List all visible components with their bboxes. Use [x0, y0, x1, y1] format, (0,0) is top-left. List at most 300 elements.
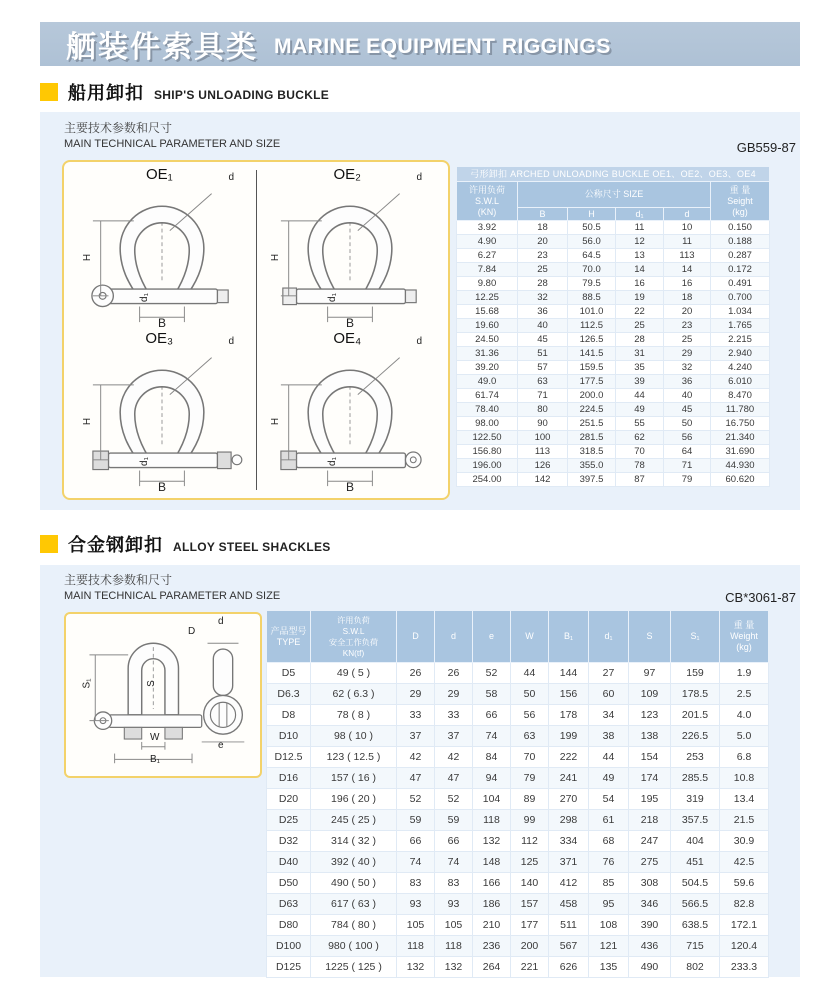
table-cell: 49.0 — [457, 375, 518, 389]
table-cell: 6.010 — [711, 375, 770, 389]
table-cell: D6.3 — [267, 684, 311, 705]
param-label-zh: 主要技术参数和尺寸 — [64, 121, 173, 135]
table-cell: 58 — [473, 684, 511, 705]
table-cell: 54 — [589, 789, 629, 810]
table-cell: 63 — [511, 726, 549, 747]
table-row — [267, 852, 769, 873]
table-cell: 62 ( 6.3 ) — [311, 684, 397, 705]
col-header-H: H — [568, 208, 616, 221]
shackle-diagram-box-1 — [62, 160, 450, 500]
table-cell: 156.80 — [457, 445, 518, 459]
table-cell: 1225 ( 125 ) — [311, 957, 397, 978]
table-cell: 78 — [616, 459, 664, 473]
table-row — [457, 459, 770, 473]
table-cell: 2.5 — [720, 684, 769, 705]
table-row — [457, 319, 770, 333]
table-cell: 60 — [589, 684, 629, 705]
table-cell: 113 — [518, 445, 568, 459]
table-row — [457, 375, 770, 389]
table-cell: 42 — [397, 747, 435, 768]
table-cell: 148 — [473, 852, 511, 873]
table-cell: 346 — [629, 894, 671, 915]
table-cell: 109 — [629, 684, 671, 705]
dim-label-B1: B₁ — [150, 754, 161, 765]
table-cell: 4.0 — [720, 705, 769, 726]
table-cell: 172.1 — [720, 915, 769, 936]
bow-shackle-drawing — [77, 180, 247, 326]
table-cell: 10.8 — [720, 768, 769, 789]
table-cell: 199 — [549, 726, 589, 747]
table-cell: 50 — [511, 684, 549, 705]
table-cell: 112.5 — [568, 319, 616, 333]
table-cell: 222 — [549, 747, 589, 768]
col-header-swl: 许用负荷 S.W.L 安全工作负荷 KN(tf) — [311, 611, 397, 663]
table-cell: 178 — [549, 705, 589, 726]
table-cell: 112 — [511, 831, 549, 852]
table-cell: 66 — [435, 831, 473, 852]
table-cell: 74 — [435, 852, 473, 873]
page-title-banner — [40, 22, 800, 66]
table-row — [267, 789, 769, 810]
table-cell: D32 — [267, 831, 311, 852]
table-cell: 15.68 — [457, 305, 518, 319]
table-cell: 64 — [664, 445, 711, 459]
diagram-label-oe: OE₁ — [145, 166, 173, 183]
table-cell: 178.5 — [671, 684, 720, 705]
dim-label-d1: d₁ — [138, 293, 150, 302]
table-cell: 19 — [616, 291, 664, 305]
table-cell: 334 — [549, 831, 589, 852]
table-cell: 49 — [616, 403, 664, 417]
col-header-S1: S₁ — [671, 611, 720, 663]
table-cell: 126 — [518, 459, 568, 473]
table-cell: 56 — [664, 431, 711, 445]
table2-body — [267, 663, 769, 978]
table-cell: 371 — [549, 852, 589, 873]
table-cell: 33 — [397, 705, 435, 726]
table-row — [267, 726, 769, 747]
table-cell: 37 — [397, 726, 435, 747]
col-header-d: d — [664, 208, 711, 221]
table-cell: 0.287 — [711, 249, 770, 263]
table-cell: 57 — [518, 361, 568, 375]
table-cell: 74 — [397, 852, 435, 873]
table-cell: 49 — [589, 768, 629, 789]
section2-parameter-label — [64, 571, 280, 602]
table1-banner: 弓形卸扣 ARCHED UNLOADING BUCKLE OE1、OE2、OE3、OE4 — [457, 167, 770, 182]
table-cell: 638.5 — [671, 915, 720, 936]
table-cell: 74 — [473, 726, 511, 747]
table-cell: 59.6 — [720, 873, 769, 894]
dim-label-d: d — [228, 172, 234, 183]
table-cell: 104 — [473, 789, 511, 810]
dim-label-b: B — [345, 480, 355, 494]
table-cell: 31.690 — [711, 445, 770, 459]
table-cell: 412 — [549, 873, 589, 894]
page-title-zh: 舾装件索具类 — [66, 31, 258, 64]
table-cell: 404 — [671, 831, 720, 852]
table-cell: 241 — [549, 768, 589, 789]
table-cell: 9.80 — [457, 277, 518, 291]
table-cell: 50 — [664, 417, 711, 431]
table-cell: 79 — [511, 768, 549, 789]
table-cell: 25 — [518, 263, 568, 277]
table-row — [267, 705, 769, 726]
table-cell: 44 — [616, 389, 664, 403]
table-cell: 221 — [511, 957, 549, 978]
col-header-d1: d₁ — [589, 611, 629, 663]
table-cell: 118 — [397, 936, 435, 957]
dim-label-h: H — [270, 253, 282, 262]
table-row — [457, 431, 770, 445]
table-cell: 21.340 — [711, 431, 770, 445]
table-cell: 318.5 — [568, 445, 616, 459]
table-cell: 18 — [664, 291, 711, 305]
table-row — [457, 277, 770, 291]
col-header-d1: d₁ — [616, 208, 664, 221]
table-cell: D125 — [267, 957, 311, 978]
table-cell: 458 — [549, 894, 589, 915]
table-cell: 52 — [473, 663, 511, 684]
table-cell: 70.0 — [568, 263, 616, 277]
diagram-cell-oe1 — [68, 166, 256, 330]
table-cell: 135 — [589, 957, 629, 978]
table-cell: 62 — [616, 431, 664, 445]
table-cell: 156 — [549, 684, 589, 705]
table-cell: 64.5 — [568, 249, 616, 263]
table-cell: D16 — [267, 768, 311, 789]
table-cell: 567 — [549, 936, 589, 957]
table-cell: 802 — [671, 957, 720, 978]
yellow-square-bullet — [40, 535, 58, 553]
table-cell: 93 — [435, 894, 473, 915]
table1-body — [457, 221, 770, 487]
table-cell: 144 — [549, 663, 589, 684]
table-cell: 31.36 — [457, 347, 518, 361]
table-cell: 617 ( 63 ) — [311, 894, 397, 915]
table-cell: 5.0 — [720, 726, 769, 747]
table-row — [267, 831, 769, 852]
standard-number-cb3061: CB*3061-87 — [725, 590, 796, 605]
table-cell: 99 — [511, 810, 549, 831]
table-cell: 37 — [435, 726, 473, 747]
table-cell: 98 ( 10 ) — [311, 726, 397, 747]
table-cell: 177 — [511, 915, 549, 936]
table-cell: 226.5 — [671, 726, 720, 747]
table-cell: 79.5 — [568, 277, 616, 291]
table-row — [457, 235, 770, 249]
table-cell: 196 ( 20 ) — [311, 789, 397, 810]
table-cell: 45 — [664, 403, 711, 417]
table-cell: 95 — [589, 894, 629, 915]
table-cell: 70 — [616, 445, 664, 459]
table-cell: 44 — [589, 747, 629, 768]
table-cell: 63 — [518, 375, 568, 389]
table-cell: 47 — [397, 768, 435, 789]
table-cell: D25 — [267, 810, 311, 831]
table-cell: 121 — [589, 936, 629, 957]
table-cell: 390 — [629, 915, 671, 936]
table-row — [457, 403, 770, 417]
table-row — [457, 417, 770, 431]
dim-label-b: B — [157, 316, 167, 330]
table-cell: 125 — [511, 852, 549, 873]
dim-label-d1: d₁ — [326, 457, 338, 466]
table-cell: 93 — [397, 894, 435, 915]
table-cell: 392 ( 40 ) — [311, 852, 397, 873]
shackle-diagram-box-2 — [64, 612, 262, 778]
table-cell: 784 ( 80 ) — [311, 915, 397, 936]
table-cell: 52 — [435, 789, 473, 810]
table-cell: 49 ( 5 ) — [311, 663, 397, 684]
table-cell: 298 — [549, 810, 589, 831]
table-cell: 504.5 — [671, 873, 720, 894]
table-cell: 1.9 — [720, 663, 769, 684]
table-cell: D100 — [267, 936, 311, 957]
table-cell: 157 — [511, 894, 549, 915]
table-cell: 25 — [616, 319, 664, 333]
table-cell: 142 — [518, 473, 568, 487]
table-cell: 70 — [511, 747, 549, 768]
table-row — [267, 684, 769, 705]
table-row — [457, 347, 770, 361]
section1-heading — [40, 79, 329, 105]
table-cell: D12.5 — [267, 747, 311, 768]
table-cell: 40 — [664, 389, 711, 403]
table-cell: 18 — [518, 221, 568, 235]
table-cell: 141.5 — [568, 347, 616, 361]
table-cell: 66 — [473, 705, 511, 726]
table-cell: 6.8 — [720, 747, 769, 768]
col-header-B1: B₁ — [549, 611, 589, 663]
table-cell: 39.20 — [457, 361, 518, 375]
table-cell: 566.5 — [671, 894, 720, 915]
table-cell: 34 — [589, 705, 629, 726]
dim-label-b: B — [157, 480, 167, 494]
table-cell: 71 — [664, 459, 711, 473]
table-cell: 0.700 — [711, 291, 770, 305]
table-cell: 56.0 — [568, 235, 616, 249]
table-cell: 0.172 — [711, 263, 770, 277]
yellow-square-bullet — [40, 83, 58, 101]
table-cell: 97 — [629, 663, 671, 684]
section1-title-zh: 船用卸扣 — [68, 83, 144, 103]
dim-label-S1: S₁ — [81, 678, 93, 689]
dim-label-h: H — [82, 417, 94, 426]
table-cell: 29 — [397, 684, 435, 705]
bow-shackle-drawing — [265, 344, 435, 490]
table-cell: 100 — [518, 431, 568, 445]
section2-title-zh: 合金钢卸扣 — [68, 535, 163, 555]
table-cell: D50 — [267, 873, 311, 894]
table-cell: 40 — [518, 319, 568, 333]
table-cell: 23 — [518, 249, 568, 263]
table-cell: 52 — [397, 789, 435, 810]
table-cell: 87 — [616, 473, 664, 487]
table-cell: 490 — [629, 957, 671, 978]
table-cell: 11.780 — [711, 403, 770, 417]
table-row — [267, 915, 769, 936]
table-cell: 26 — [435, 663, 473, 684]
table-cell: D80 — [267, 915, 311, 936]
table-cell: 68 — [589, 831, 629, 852]
table-row — [457, 473, 770, 487]
dim-label-d1: d₁ — [138, 457, 150, 466]
table-cell: 397.5 — [568, 473, 616, 487]
dim-label-d: d — [218, 616, 224, 627]
table-cell: 123 — [629, 705, 671, 726]
table-cell: 28 — [616, 333, 664, 347]
table-row — [457, 221, 770, 235]
table-cell: 23 — [664, 319, 711, 333]
table-cell: 233.3 — [720, 957, 769, 978]
table-cell: 4.240 — [711, 361, 770, 375]
table-cell: 36 — [664, 375, 711, 389]
table-cell: 94 — [473, 768, 511, 789]
diagram-label-oe: OE₃ — [145, 330, 174, 347]
arched-buckle-table — [456, 166, 770, 487]
table-cell: 247 — [629, 831, 671, 852]
table-cell: 78.40 — [457, 403, 518, 417]
diagram-label-oe: OE₂ — [333, 166, 361, 183]
table-cell: 200.0 — [568, 389, 616, 403]
table-cell: 1.765 — [711, 319, 770, 333]
table-cell: 319 — [671, 789, 720, 810]
dim-label-D: D — [188, 626, 196, 637]
table-cell: 132 — [435, 957, 473, 978]
table-cell: 16 — [616, 277, 664, 291]
table-cell: 715 — [671, 936, 720, 957]
table-cell: 105 — [435, 915, 473, 936]
table-cell: 201.5 — [671, 705, 720, 726]
table-cell: 13.4 — [720, 789, 769, 810]
table-cell: 0.491 — [711, 277, 770, 291]
table-cell: 436 — [629, 936, 671, 957]
table-cell: 118 — [473, 810, 511, 831]
table-cell: 218 — [629, 810, 671, 831]
table-cell: 22 — [616, 305, 664, 319]
standard-number-gb559: GB559-87 — [736, 140, 796, 155]
table-row — [457, 333, 770, 347]
table-cell: 140 — [511, 873, 549, 894]
dim-label-W: W — [150, 732, 160, 743]
table-cell: 101.0 — [568, 305, 616, 319]
table-cell: 28 — [518, 277, 568, 291]
table-cell: D20 — [267, 789, 311, 810]
table-cell: 90 — [518, 417, 568, 431]
table-cell: 30.9 — [720, 831, 769, 852]
table-cell: 44 — [511, 663, 549, 684]
table-row — [457, 305, 770, 319]
table-cell: 38 — [589, 726, 629, 747]
table-row — [267, 957, 769, 978]
table-cell: 89 — [511, 789, 549, 810]
table-cell: 21.5 — [720, 810, 769, 831]
table-cell: 118 — [435, 936, 473, 957]
col-header-S: S — [629, 611, 671, 663]
diagram-label-oe: OE₄ — [333, 330, 362, 347]
table-cell: 66 — [397, 831, 435, 852]
table-cell: 132 — [473, 831, 511, 852]
table-cell: 42 — [435, 747, 473, 768]
bow-shackle-drawing — [265, 180, 435, 326]
table-cell: 13 — [616, 249, 664, 263]
table-row — [457, 445, 770, 459]
table-cell: 71 — [518, 389, 568, 403]
dee-shackle-drawing — [66, 620, 260, 770]
table-cell: 210 — [473, 915, 511, 936]
table-cell: 105 — [397, 915, 435, 936]
table-cell: 2.940 — [711, 347, 770, 361]
table-cell: D10 — [267, 726, 311, 747]
table-cell: 51 — [518, 347, 568, 361]
table-cell: 281.5 — [568, 431, 616, 445]
table-cell: 200 — [511, 936, 549, 957]
table-cell: 26 — [397, 663, 435, 684]
table-cell: 357.5 — [671, 810, 720, 831]
table-cell: 61 — [589, 810, 629, 831]
table-cell: 24.50 — [457, 333, 518, 347]
table-cell: 59 — [435, 810, 473, 831]
diagram-cell-oe2 — [256, 166, 444, 330]
param-label-en: MAIN TECHNICAL PARAMETER AND SIZE — [64, 590, 281, 602]
table-cell: 32 — [518, 291, 568, 305]
dim-label-d: d — [228, 336, 234, 347]
table-cell: 16.750 — [711, 417, 770, 431]
table-cell: 264 — [473, 957, 511, 978]
param-label-zh: 主要技术参数和尺寸 — [64, 573, 173, 587]
table-cell: 126.5 — [568, 333, 616, 347]
table-row — [457, 361, 770, 375]
table-cell: 451 — [671, 852, 720, 873]
dim-label-d1: d₁ — [326, 293, 338, 302]
table-cell: 42.5 — [720, 852, 769, 873]
table-row — [267, 873, 769, 894]
table-cell: 196.00 — [457, 459, 518, 473]
table-cell: 186 — [473, 894, 511, 915]
table-cell: 314 ( 32 ) — [311, 831, 397, 852]
table-cell: 108 — [589, 915, 629, 936]
table-cell: 10 — [664, 221, 711, 235]
table-cell: 56 — [511, 705, 549, 726]
page-title-en: MARINE EQUIPMENT RIGGINGS — [274, 35, 611, 58]
table-cell: 20 — [664, 305, 711, 319]
table-cell: 123 ( 12.5 ) — [311, 747, 397, 768]
table-cell: 98.00 — [457, 417, 518, 431]
table-cell: 7.84 — [457, 263, 518, 277]
table-cell: 35 — [616, 361, 664, 375]
table-cell: 25 — [664, 333, 711, 347]
table-cell: 511 — [549, 915, 589, 936]
table-cell: 245 ( 25 ) — [311, 810, 397, 831]
table-cell: 157 ( 16 ) — [311, 768, 397, 789]
table-cell: 254.00 — [457, 473, 518, 487]
table-cell: 36 — [518, 305, 568, 319]
table-cell: 253 — [671, 747, 720, 768]
table-cell: 55 — [616, 417, 664, 431]
diagram-cell-oe3 — [68, 330, 256, 494]
table-cell: 19.60 — [457, 319, 518, 333]
table-cell: 355.0 — [568, 459, 616, 473]
table-cell: 0.188 — [711, 235, 770, 249]
table-cell: 45 — [518, 333, 568, 347]
table-cell: 4.90 — [457, 235, 518, 249]
table-cell: D5 — [267, 663, 311, 684]
table-cell: 33 — [435, 705, 473, 726]
table-row — [457, 389, 770, 403]
table-cell: 308 — [629, 873, 671, 894]
dim-label-S: S — [145, 680, 157, 687]
